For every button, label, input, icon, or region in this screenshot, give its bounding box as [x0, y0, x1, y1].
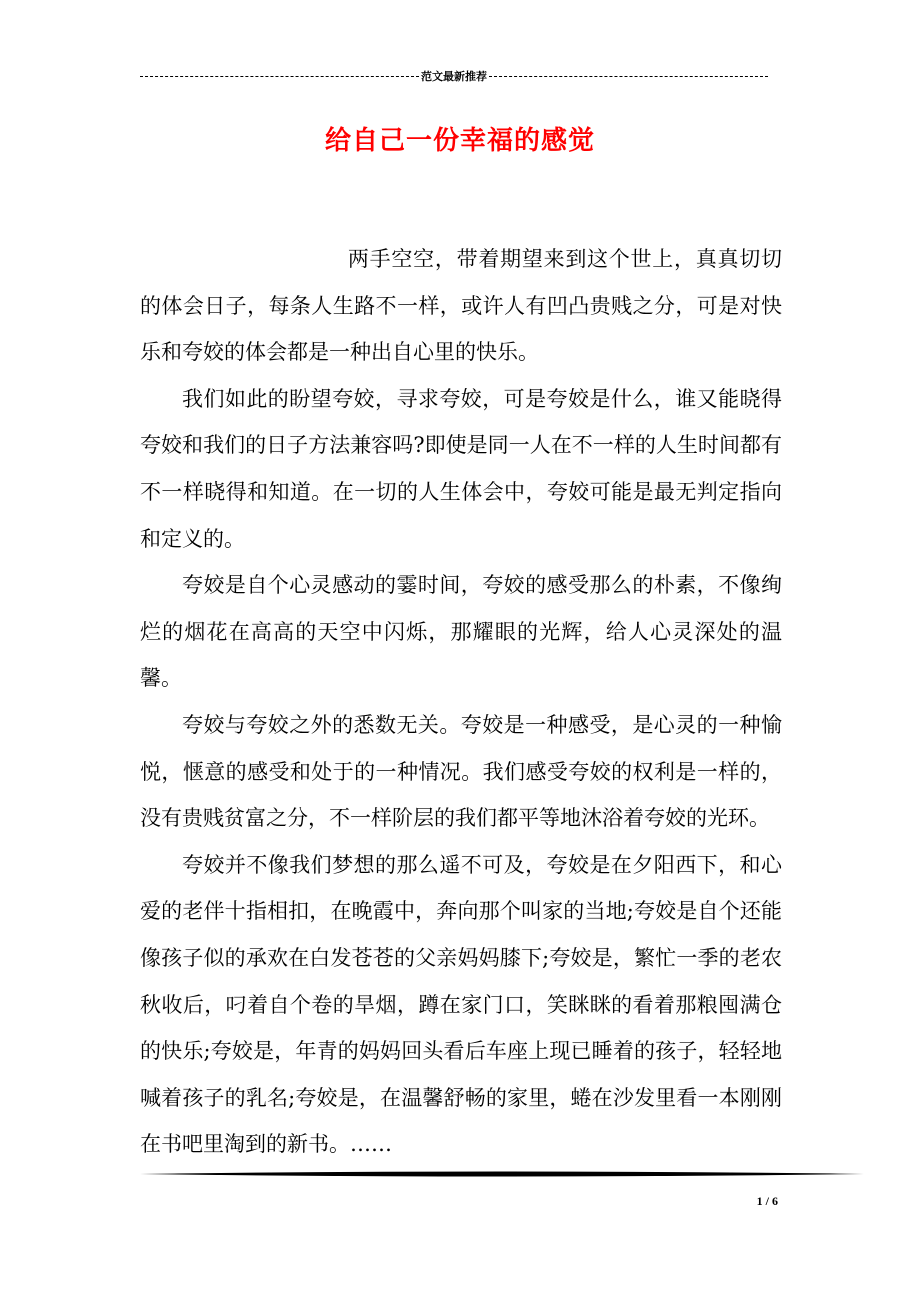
paragraph: 夸姣并不像我们梦想的那么遥不可及，夸姣是在夕阳西下，和心爱的老伴十指相扣，在晚霞中，奔向那个叫家的当地;夸姣是自个还能像孩子似的承欢在白发苍苍的父亲妈妈膝下;夸姣是，繁忙一季的老农秋收后，叼着自个卷的旱烟，蹲在家门口，笑眯眯的看着那粮囤满仓的快乐;夸姣是，年青的妈妈回头看后车座上现已睡着的孩子，轻轻地喊着孩子的乳名;夸姣是，在温馨舒畅的家里，蜷在沙发里看一本刚刚在书吧里淘到的新书。…… [140, 852, 782, 1157]
paragraph: 两手空空，带着期望来到这个世上，真真切切的体会日子，每条人生路不一样，或许人有凹凸贵贱之分，可是对快乐和夸姣的体会都是一种出自心里的快乐。 [140, 247, 782, 365]
paragraph: 夸姣与夸姣之外的悉数无关。夸姣是一种感受，是心灵的一种愉悦，惬意的感受和处于的一种情况。我们感受夸姣的权利是一样的，没有贵贱贫富之分，不一样阶层的我们都平等地沐浴着夸姣的光环。 [140, 712, 782, 831]
paragraph: 我们如此的盼望夸姣，寻求夸姣，可是夸姣是什么，谁又能晓得夸姣和我们的日子方法兼容吗?即使是同一人在不一样的人生时间都有不一样晓得和知道。在一切的人生体会中，夸姣可能是最无判定指向和定义的。 [140, 386, 782, 551]
header-label: 范文最新推荐 [421, 70, 487, 83]
document-body [140, 236, 782, 1168]
page-number: 1 / 6 [756, 1194, 778, 1208]
page-header [140, 68, 768, 84]
footer-divider [140, 1170, 864, 1178]
header-dash-right [489, 76, 768, 77]
header-dash-left [140, 76, 419, 77]
paragraph: 夸姣是自个心灵感动的霎时间，夸姣的感受那么的朴素，不像绚烂的烟花在高高的天空中闪烁，那耀眼的光辉，给人心灵深处的温馨。 [140, 573, 782, 691]
document-title: 给自己一份幸福的感觉 [324, 126, 595, 156]
